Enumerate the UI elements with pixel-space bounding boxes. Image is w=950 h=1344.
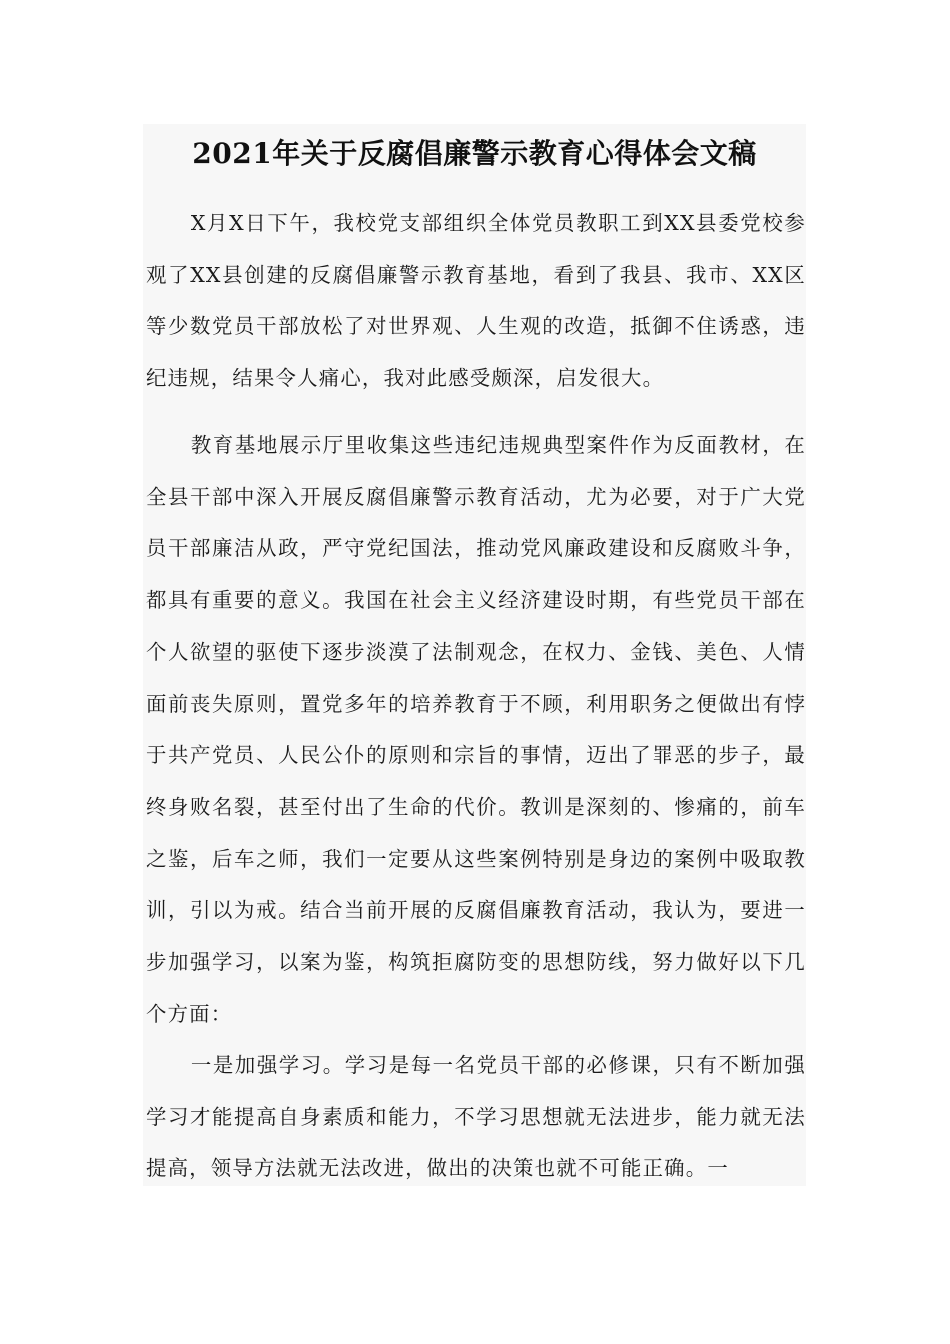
paragraph-3: 一是加强学习。学习是每一名党员干部的必修课，只有不断加强学习才能提高自身素质和能力，不学习思想就无法进步，能力就无法提高，领导方法就无法改进，做出的决策也就不可能正确。一 xyxy=(146,1053,806,1181)
paragraph-1: X月X日下午，我校党支部组织全体党员教职工到XX县委党校参观了XX县创建的反腐倡廉警示教育基地，看到了我县、我市、XX区等少数党员干部放松了对世界观、人生观的改造，抵御不住诱惑，违纪违规，结果令人痛心，我对此感受颇深，启发很大。 xyxy=(146,211,806,391)
document-title: 2021年关于反腐倡廉警示教育心得体会文稿 xyxy=(192,137,757,170)
paragraph-2: 教育基地展示厅里收集这些违纪违规典型案件作为反面教材，在全县干部中深入开展反腐倡廉警示教育活动，尤为必要，对于广大党员干部廉洁从政，严守党纪国法，推动党风廉政建设和反腐败斗争，都具有重要的意义。我国在社会主义经济建设时期，有些党员干部在个人欲望的驱使下逐步淡漠了法制观念，在权力、金钱、美色、人情面前丧失原则，置党多年的培养教育于不顾，利用职务之便做出有悖于共产党员、人民公仆的原则和宗旨的事情，迈出了罪恶的步子，最终身败名裂，甚至付出了生命的代价。教训是深刻的、惨痛的，前车之鉴，后车之师，我们一定要从这些案例特别是身边的案例中吸取教训，引以为戒。结合当前开展的反腐倡廉教育活动，我认为，要进一步加强学习，以案为鉴，构筑拒腐防变的思想防线，努力做好以下几个方面： xyxy=(146,433,806,1026)
